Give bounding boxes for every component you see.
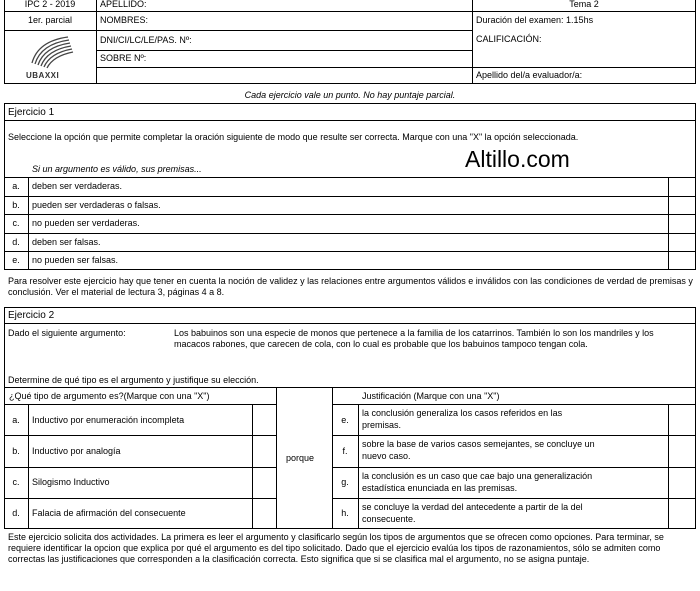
ej2-justification-letter: h. <box>341 508 349 518</box>
logo-text: UBAXXI <box>26 71 60 80</box>
ej1-answer-box[interactable] <box>668 233 696 252</box>
ej1-option-text: no pueden ser falsas. <box>32 255 119 265</box>
ej1-option-text: deben ser falsas. <box>32 237 101 247</box>
ubaxxi-logo-mark <box>24 33 82 69</box>
ej1-option-row[interactable] <box>4 177 696 196</box>
instructions: Cada ejercicio vale un punto. No hay puntaje parcial. <box>244 90 456 100</box>
porque-label: porque <box>286 453 315 463</box>
ejercicio-1-note: Para resolver este ejercicio hay que tener en cuenta la noción de validez y las relaciones entre argumentos válidos e inválidos con las condiciones de verdad de premisas y conclusión. Ver el material de lectura 3, páginas 4 a 8. <box>8 276 693 297</box>
ej1-option-letter: b. <box>12 200 20 210</box>
ej1-option-text: pueden ser verdaderas o falsas. <box>32 200 161 210</box>
ejercicio-2-note: Este ejercicio solicita dos actividades. La primera es leer el argumento y clasificarlo según los tipos de argumentos que se ofrecen como opciones. Para terminar, se requiere identificar la opcion que explica por qué el argumento es del tipo solicitado. Dado que el ejercicio evalúa los tipos de razonamientos, sólo se admiten como correctas las justificaciones que corresponden a la clasificación correcta. Esto significa que si se clasifica mal el argumento, no se asigna puntaje. <box>8 532 664 564</box>
parcial-label: 1er. parcial <box>27 15 73 25</box>
ej2-justification-line2: premisas. <box>362 420 402 430</box>
ejercicio-1-prompt: Si un argumento es válido, sus premisas... <box>32 164 202 174</box>
ej2-justification-line1: se concluye la verdad del antecedente a partir de la del <box>362 502 583 512</box>
tema-label: Tema 2 <box>569 0 599 9</box>
ej2-justification-line1: sobre la base de varios casos semejantes, se concluye un <box>362 439 595 449</box>
watermark: Altillo.com <box>465 146 570 172</box>
ej1-option-text: no pueden ser verdaderas. <box>32 218 140 228</box>
ej1-option-letter: c. <box>12 218 20 228</box>
argument-text: Los babuinos son una especie de monos que pertenece a la familia de los catarrinos. También lo son los mandriles y los macacos rabones, que carecen de cola, con lo cual es probable que los babuinos tampoco tengan cola. <box>174 328 654 349</box>
ubaxxi-logo <box>24 33 82 81</box>
ej1-option-letter: e. <box>12 255 20 265</box>
course-label: IPC 2 - 2019 <box>24 0 76 9</box>
ej1-answer-box[interactable] <box>668 196 696 215</box>
sobre-field[interactable]: SOBRE Nº: <box>100 53 147 63</box>
ej2-type-text: Inductivo por analogía <box>32 446 121 456</box>
ej2-type-letter: c. <box>12 477 20 487</box>
ej2-justification-letter: f. <box>342 446 348 456</box>
ej1-option-text: deben ser verdaderas. <box>32 181 123 191</box>
ej1-option-letter: a. <box>12 181 20 191</box>
evaluador-field[interactable]: Apellido del/a evaluador/a: <box>476 70 583 80</box>
column-right-header: Justificación (Marque con una "X") <box>362 391 500 401</box>
ej2-type-text: Falacia de afirmación del consecuente <box>32 508 186 518</box>
ej2-type-letter: d. <box>12 508 20 518</box>
ej1-answer-box[interactable] <box>668 177 696 196</box>
ej2-type-letter: b. <box>12 446 20 456</box>
ejercicio-1-statement: Seleccione la opción que permite completar la oración siguiente de modo que resulte ser correcta. Marque con una "X" la opción seleccionada. <box>8 132 579 142</box>
ej2-justification-line2: estadística enunciada en las premisas. <box>362 483 518 493</box>
ej1-option-row[interactable] <box>4 214 696 233</box>
calificacion-field[interactable]: CALIFICACIÓN: <box>476 34 542 44</box>
ej2-justification-line2: nuevo caso. <box>362 451 411 461</box>
ej1-answer-box[interactable] <box>668 214 696 233</box>
ej1-option-row[interactable] <box>4 233 696 252</box>
ej2-justification-letter: e. <box>341 415 349 425</box>
dni-field[interactable]: DNI/CI/LC/LE/PAS. Nº: <box>100 35 192 45</box>
column-left-header: ¿Qué tipo de argumento es?(Marque con una "X") <box>9 391 210 401</box>
ej1-option-row[interactable] <box>4 251 696 270</box>
ejercicio-2-title: Ejercicio 2 <box>8 310 55 321</box>
ej2-justification-line1: la conclusión es un caso que cae bajo una generalización <box>362 471 593 481</box>
ej1-answer-box[interactable] <box>668 251 696 270</box>
determine-instruction: Determine de qué tipo es el argumento y justifique su elección. <box>8 375 259 385</box>
ej2-type-text: Silogismo Inductivo <box>32 477 110 487</box>
apellido-field[interactable]: APELLIDO: <box>100 0 147 9</box>
argument-label: Dado el siguiente argumento: <box>8 328 126 338</box>
ej2-justification-line2: consecuente. <box>362 514 416 524</box>
duracion-label: Duración del examen: 1.15hs <box>476 15 594 25</box>
ej2-justification-letter: g. <box>341 477 349 487</box>
ej2-justification-line1: la conclusión generaliza los casos referidos en las <box>362 408 563 418</box>
nombres-field[interactable]: NOMBRES: <box>100 15 149 25</box>
ej2-type-text: Inductivo por enumeración incompleta <box>32 415 185 425</box>
ej1-option-row[interactable] <box>4 196 696 215</box>
ej2-type-letter: a. <box>12 415 20 425</box>
ej1-option-letter: d. <box>12 237 20 247</box>
ejercicio-1-title: Ejercicio 1 <box>8 107 55 118</box>
